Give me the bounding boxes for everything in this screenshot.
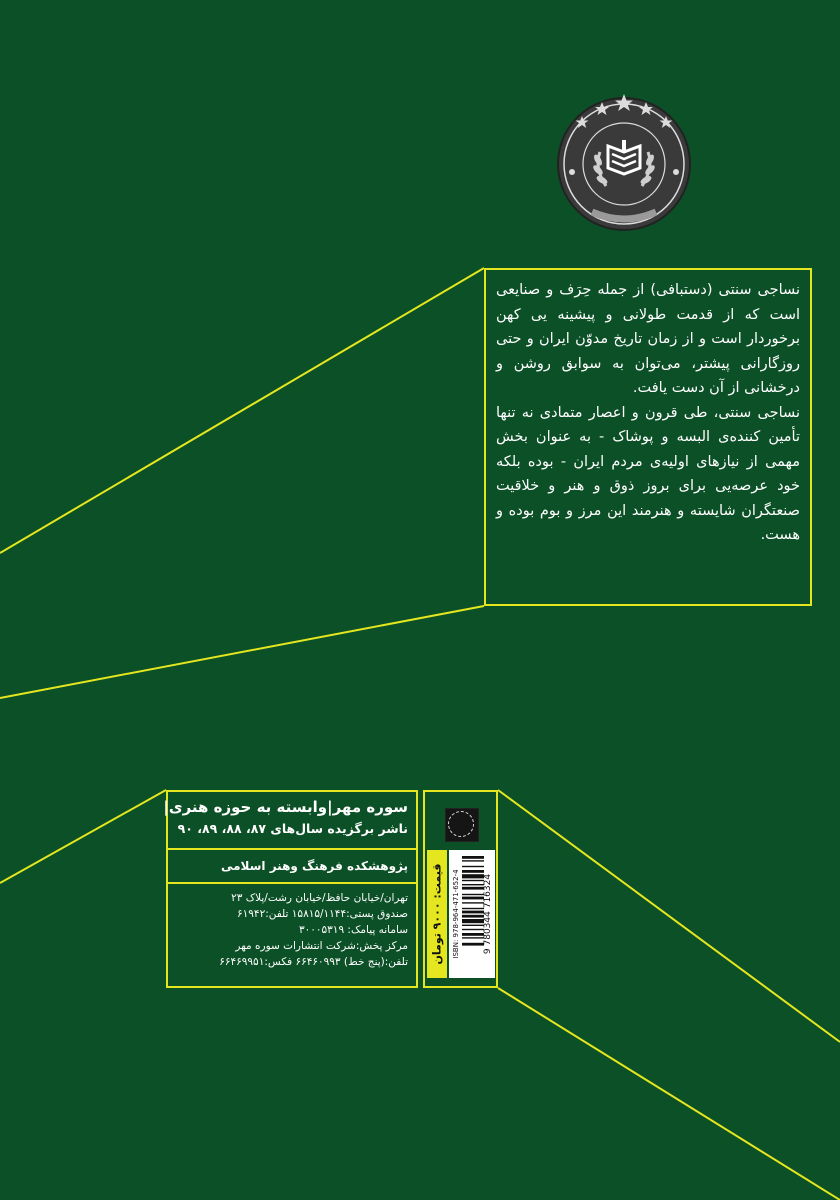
- barcode-bar: [462, 880, 484, 881]
- address-line: مرکز پخش:شرکت انتشارات سوره مهر: [235, 940, 408, 952]
- barcode-bar: [462, 943, 484, 946]
- barcode-bar: [462, 884, 484, 885]
- barcode-bar: [462, 911, 484, 914]
- publisher-header: [163, 792, 416, 850]
- price-text: قیمت: ۹۰۰۰ تومان: [430, 863, 444, 965]
- barcode-bar: [462, 933, 484, 936]
- book-laurel-emblem-icon: [552, 88, 696, 232]
- barcode-bar: [462, 929, 484, 930]
- price-label: [427, 850, 447, 978]
- barcode-bar: [462, 908, 484, 909]
- barcode-bar: [462, 902, 484, 903]
- barcode-bar: [462, 937, 484, 938]
- barcode-bar: [462, 866, 484, 867]
- barcode-bar: [462, 897, 484, 900]
- institute-logo-icon: [445, 808, 479, 842]
- barcode-bar: [462, 925, 484, 926]
- publisher-box: [163, 790, 418, 988]
- publisher-title: سوره مهر|وابسته به حوزه هنری|: [163, 798, 408, 816]
- address-line: صندوق پستی:۱۵۸۱۵/۱۱۴۴ تلفن:۶۱۹۴۲: [237, 908, 408, 920]
- barcode-bar: [462, 874, 484, 878]
- barcode-bar: [462, 919, 484, 923]
- barcode-bar: [462, 856, 484, 859]
- address-line: تهران/خیابان حافظ/خیابان رشت/پلاک ۲۳: [231, 892, 408, 904]
- barcode-number: 9 780344 716324: [483, 873, 493, 955]
- address-line: سامانه پیامک: ۳۰۰۰۵۳۱۹: [298, 924, 408, 936]
- isbn-text: ISBN: 978-964-471-652-4: [452, 869, 460, 959]
- description-paragraph-1: نساجی سنتی (دستبافی) از جمله حِرَف و صنایعی است که از قدمت طولانی و پیشینه یی کهن برخوردار است و از زمان تاریخ مدوّن ایران و حتی روزگارانی پیشتر، می‌توان به سوابق روشن و درخشانی از آن دست یافت.: [496, 282, 800, 396]
- barcode-bar: [462, 860, 484, 861]
- description-paragraph-2: نساجی سنتی، طی قرون و اعصار متمادی نه تنها تأمین کننده‌ی البسه و پوشاک - به عنوان بخش مهمی از نیازهای اولیه‌ی مردم ایران - بوده بلکه خود عرصه‌یی برای بروز ذوق و هنر و خلاقیت صنعتگران شایسته و هنرمند این مرز و بوم بوده و هست.: [496, 404, 800, 543]
- barcode-bar: [462, 894, 484, 895]
- barcode-bar: [462, 870, 484, 873]
- publisher-logo: [552, 88, 696, 232]
- description-box: [484, 268, 812, 606]
- barcode-bar: [462, 887, 484, 890]
- address-line: تلفن:(پنج خط) ۶۶۴۶۰۹۹۳ فکس:۶۶۴۶۹۹۵۱: [219, 956, 408, 968]
- barcode-box: [423, 790, 498, 988]
- publisher-address: [168, 884, 416, 970]
- institute-name: پژوهشکده فرهنگ وهنر اسلامی: [168, 850, 416, 884]
- publisher-award: ناشر برگزیده سال‌های ۸۷، ۸۸، ۸۹، ۹۰: [177, 821, 408, 836]
- isbn-barcode: [449, 850, 495, 978]
- barcode-bar: [462, 915, 484, 918]
